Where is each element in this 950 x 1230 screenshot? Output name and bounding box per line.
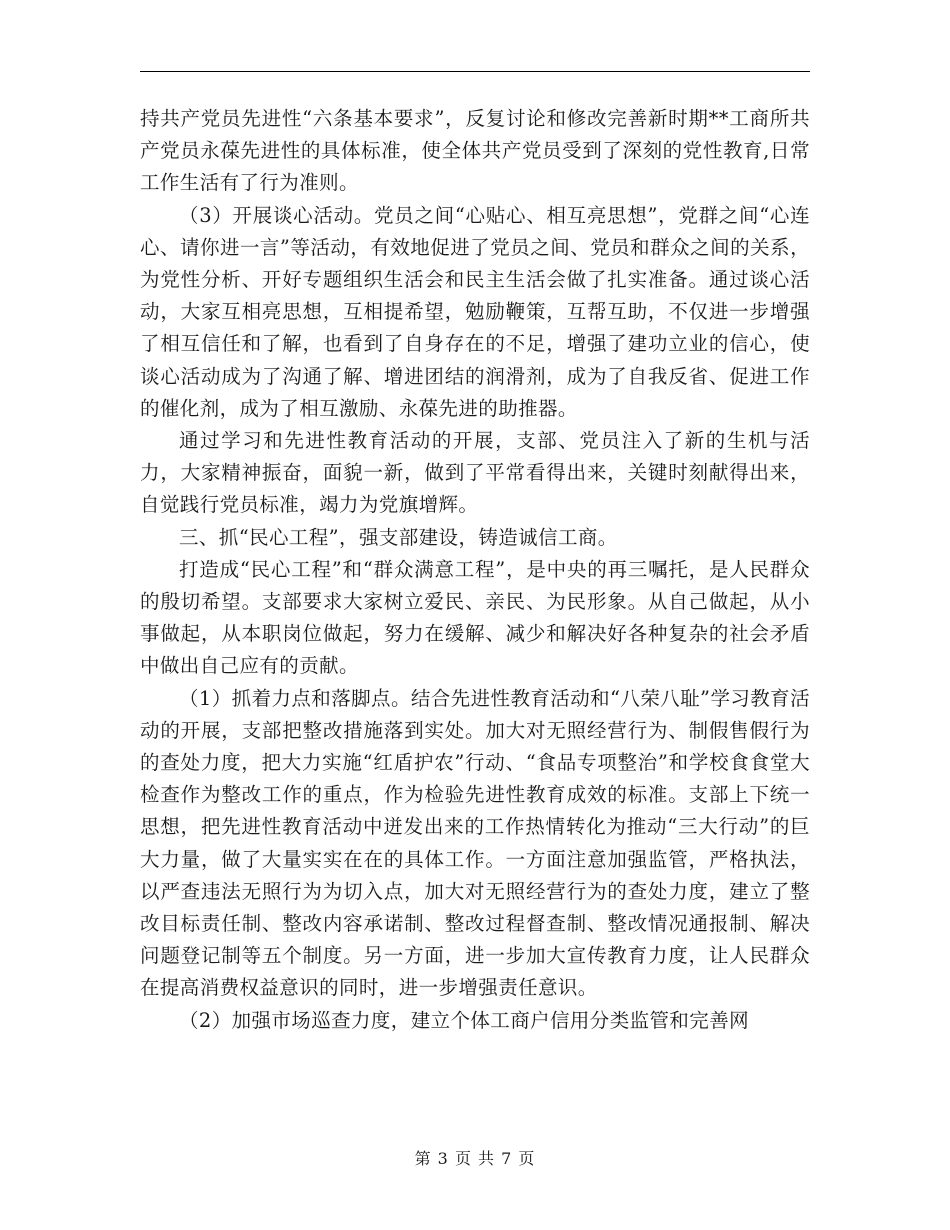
paragraph-7: （2）加强市场巡查力度，建立个体工商户信用分类监管和完善网 bbox=[179, 1008, 750, 1032]
paragraph-1: 持共产党员先进性“六条基本要求”，反复讨论和修改完善新时期**工商所共产党员永葆先进性的具体标准，使全体共产党员受到了深刻的党性教育,日常工作生活有了行为准则。 bbox=[140, 107, 810, 195]
paragraph-5: 打造成“民心工程”和“群众满意工程”，是中央的再三嘱托，是人民群众的殷切希望。支部要求大家树立爱民、亲民、为民形象。从自己做起，从小事做起，从本职岗位做起，努力在缓解、减少和解决好各种复杂的社会矛盾中做出自己应有的贡献。 bbox=[140, 557, 810, 678]
section-heading-3: 三、抓“民心工程”，强支部建设，铸造诚信工商。 bbox=[179, 525, 618, 549]
paragraph-3: 通过学习和先进性教育活动的开展，支部、党员注入了新的生机与活力，大家精神振奋，面貌一新，做到了平常看得出来，关键时刻献得出来，自觉践行党员标准，竭力为党旗增辉。 bbox=[140, 429, 810, 517]
paragraph-2: （3）开展谈心活动。党员之间“心贴心、相互亮思想”，党群之间“心连心、请你进一言”等活动，有效地促进了党员之间、党员和群众之间的关系，为党性分析、开好专题组织生活会和民主生活会做了扎实准备。通过谈心活动，大家互相亮思想，互相提希望，勉励鞭策，互帮互助，不仅进一步增强了相互信任和了解，也看到了自身存在的不足，增强了建功立业的信心，使谈心活动成为了沟通了解、增进团结的润滑剂，成为了自我反省、促进工作的催化剂，成为了相互激励、永葆先进的助推器。 bbox=[140, 203, 810, 420]
paragraph-6: （1）抓着力点和落脚点。结合先进性教育活动和“八荣八耻”学习教育活动的开展，支部把整改措施落到实处。加大对无照经营行为、制假售假行为的查处力度，把大力实施“红盾护农”行动、“食品专项整治”和学校食食堂大检查作为整改工作的重点，作为检验先进性教育成效的标准。支部上下统一思想，把先进性教育活动中迸发出来的工作热情转化为推动“三大行动”的巨大力量，做了大量实实在在的具体工作。一方面注意加强监管，严格执法，以严查违法无照行为为切入点，加大对无照经营行为的查处力度，建立了整改目标责任制、整改内容承诺制、整改过程督查制、整改情况通报制、解决问题登记制等五个制度。另一方面，进一步加大宣传教育力度，让人民群众在提高消费权益意识的同时，进一步增强责任意识。 bbox=[140, 686, 810, 1000]
header-rule bbox=[140, 71, 810, 72]
document-body bbox=[140, 103, 810, 1037]
page-number-footer: 第 3 页 共 7 页 bbox=[414, 1149, 536, 1168]
